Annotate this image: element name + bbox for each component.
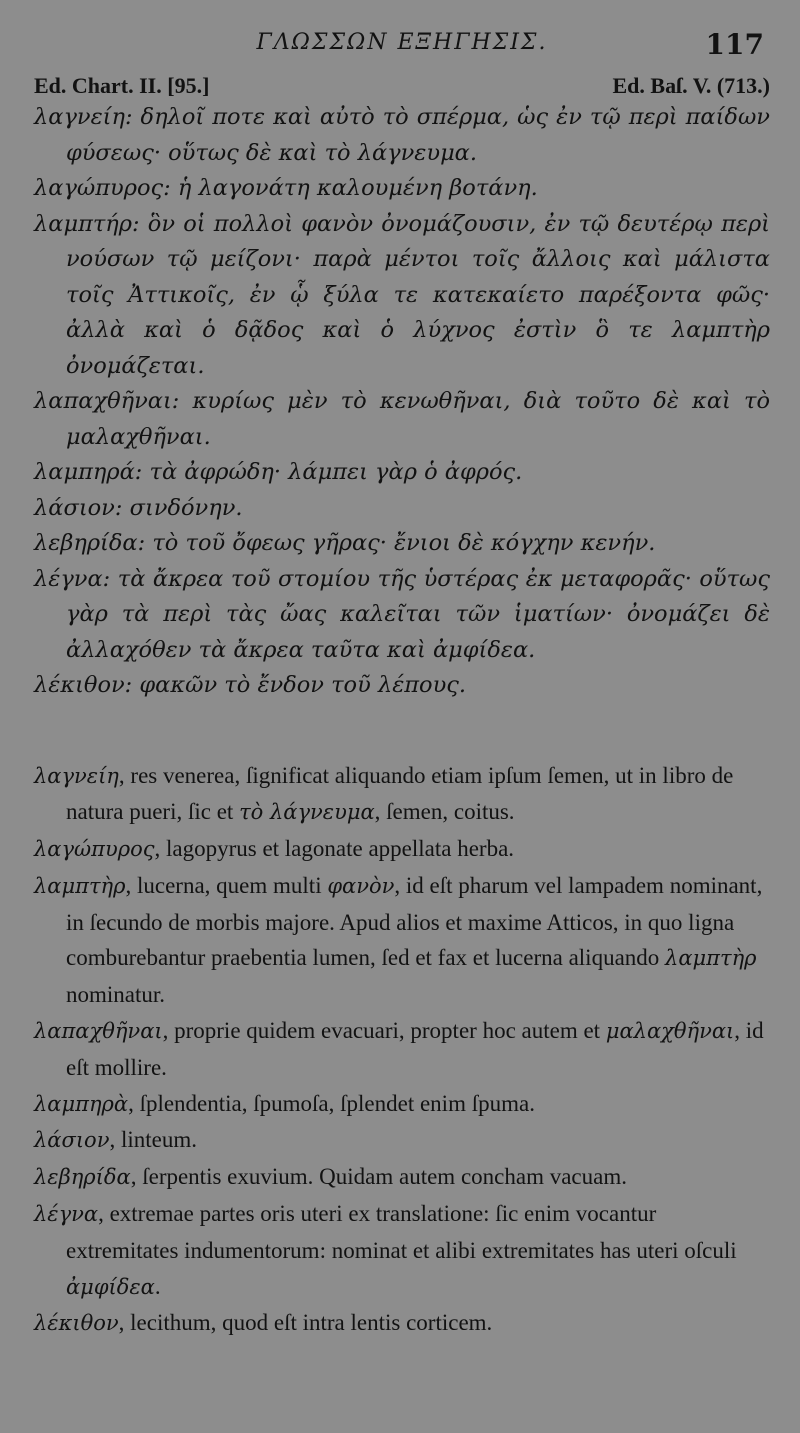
- latin-entry-headword: λεβηρίδα: [34, 1165, 131, 1190]
- greek-quote: μαλαχθῆναι: [605, 1019, 735, 1044]
- greek-entry: λαμπηρά: τὰ ἀφρώδη· λάμπει γὰρ ὁ ἀφρός.: [34, 459, 523, 485]
- latin-text: .: [154, 1273, 161, 1299]
- latin-text: , id eſt pharum vel lampadem nominant, in ſecundo de morbis majore. Apud alios et maxime Atticos, in quo ligna comburebantur praebentia lumen, ſed et fax et lucerna aliquando: [66, 872, 763, 971]
- latin-translation: [34, 758, 770, 1343]
- page-title: ΓΛΩΣΣΩΝ ΕΞΗΓΗΣΙΣ.: [256, 30, 548, 55]
- latin-text: , res venerea, ſignificat aliquando etiam ipſum ſemen, ut in libro de natura pueri, ſic et: [66, 762, 734, 825]
- latin-text: , ſerpentis exuvium. Quidam autem concham vacuam.: [130, 1164, 627, 1190]
- latin-text: , proprie quidem evacuari, propter hoc autem et: [162, 1018, 606, 1044]
- latin-entry: [34, 1305, 770, 1342]
- greek-entry: λάσιον: σινδόνην.: [34, 494, 243, 521]
- greek-entry: λαγώπυρος: ἡ λαγονάτη καλουμένη βοτάνη.: [34, 175, 538, 201]
- greek-quote: ἀμφίδεα: [66, 1274, 155, 1299]
- latin-text: , extremae partes oris uteri ex translatione: ſic enim vocantur extremitates indumentorum: nominat et alibi extremitates has uteri oſculi: [66, 1201, 737, 1263]
- latin-entry-headword: λαμπτὴρ: [34, 873, 126, 898]
- greek-entry: λέκιθον: φακῶν τὸ ἔνδον τοῦ λέπους.: [34, 672, 467, 698]
- greek-entry: λαμπτήρ: ὃν οἱ πολλοὶ φανὸν ὀνομάζουσιν, ἐν τῷ δευτέρῳ περὶ νούσων τῷ μείζονι· παρὰ μέντοι τοῖς ἄλλοις καὶ μάλιστα τοῖς Ἀττικοῖς, ἐν ᾧ ξύλα τε κατεκαίετο παρέξοντα φῶς· ἀλλὰ καὶ ὁ δᾷδος καὶ ὁ λύχνος ἐστὶν ὃ τε λαμπτὴρ ὀνομάζεται.: [34, 210, 770, 379]
- greek-glossary: [34, 100, 770, 704]
- latin-entry: [34, 1086, 770, 1123]
- latin-entry-headword: λαμπηρὰ: [34, 1091, 129, 1116]
- latin-text: , ſemen, coitus.: [374, 799, 515, 825]
- greek-entry: λαπαχθῆναι: κυρίως μὲν τὸ κενωθῆναι, διὰ τοῦτο δὲ καὶ τὸ μαλαχθῆναι.: [34, 388, 770, 450]
- latin-text: , linteum.: [109, 1127, 197, 1153]
- edition-line: [34, 72, 770, 100]
- latin-entry-headword: λέκιθον: [34, 1311, 119, 1336]
- greek-entry: λεβηρίδα: τὸ τοῦ ὄφεως γῆρας· ἔνιοι δὲ κόγχην κενήν.: [34, 530, 656, 556]
- latin-text: nominatur.: [66, 982, 166, 1008]
- latin-entry-headword: λαγώπυρος: [34, 837, 155, 862]
- latin-entry-headword: λαπαχθῆναι: [34, 1019, 163, 1044]
- greek-quote: φανὸν: [327, 873, 395, 898]
- latin-text: , lecithum, quod eſt intra lentis corticem.: [118, 1310, 493, 1336]
- greek-quote: λαμπτὴρ: [665, 946, 757, 971]
- latin-entry: [34, 1122, 770, 1159]
- running-header: [34, 28, 770, 72]
- page-number: 117: [705, 28, 764, 61]
- latin-text: , lucerna, quem multi: [125, 872, 328, 898]
- latin-entry: [34, 1159, 770, 1196]
- latin-entry-headword: λαγνείη: [34, 763, 119, 788]
- latin-text: , lagopyrus et lagonate appellata herba.: [154, 836, 515, 862]
- greek-quote: τὸ λάγνευμα: [239, 800, 375, 825]
- section-separator: [34, 704, 770, 758]
- edition-chart: Ed. Chart. II. [95.]: [34, 73, 210, 98]
- latin-entry-headword: λάσιον: [34, 1128, 110, 1153]
- latin-entry: [34, 831, 770, 868]
- latin-entry: [34, 758, 770, 832]
- edition-basel: Ed. Baſ. V. (713.): [612, 73, 770, 98]
- latin-entry: [34, 1196, 770, 1305]
- latin-entry: [34, 1013, 770, 1086]
- latin-text: , ſplendentia, ſpumoſa, ſplendet enim ſpuma.: [128, 1090, 535, 1116]
- greek-entry: λέγνα: τὰ ἄκρεα τοῦ στομίου τῆς ὑστέρας ἐκ μεταφορᾶς· οὕτως γὰρ τὰ περὶ τὰς ὤας καλεῖται τῶν ἱματίων· ὀνομάζει δὲ ἀλλαχόθεν τὰ ἄκρεα ταῦτα καὶ ἀμφίδεα.: [34, 565, 770, 663]
- greek-entry: λαγνείη: δηλοῖ ποτε καὶ αὐτὸ τὸ σπέρμα, ὡς ἐν τῷ περὶ παίδων φύσεως· οὕτως δὲ καὶ τὸ λάγνευμα.: [34, 104, 770, 166]
- latin-text: , id eſt mollire.: [66, 1018, 764, 1080]
- latin-entry-headword: λέγνα: [34, 1202, 99, 1227]
- latin-entry: [34, 868, 770, 1013]
